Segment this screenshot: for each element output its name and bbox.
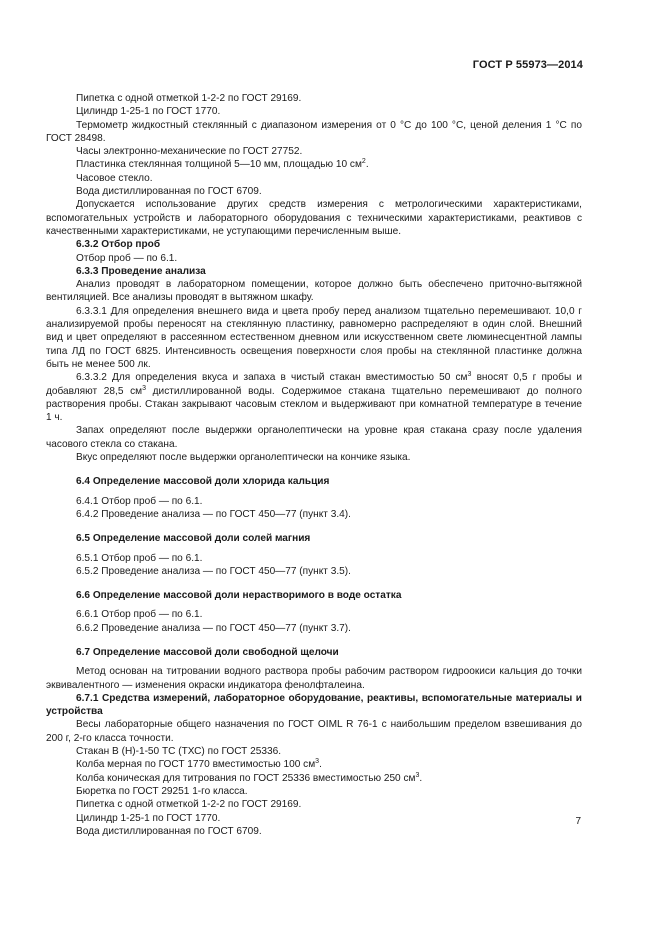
text-run: Колба коническая для титрования по ГОСТ 25336 вместимостью 250 см: [76, 772, 416, 784]
paragraph: [46, 772, 582, 785]
paragraph: [46, 158, 582, 171]
paragraph: Часовое стекло.: [76, 172, 153, 184]
superscript: 3: [415, 771, 420, 779]
paragraph: Вода дистиллированная по ГОСТ 6709.: [76, 186, 262, 198]
document-body: [46, 92, 582, 838]
superscript: 2: [361, 158, 366, 166]
text-run: .: [365, 159, 369, 171]
paragraph: 6.3.3.1 Для определения внешнего вида и цвета пробу перед анализом тщательно перемешивают. 10,0 г анализируемой пробы переносят на стеклянную пластинку, равномерно распределяют в один слой. Внешний вид и цвет определяют в рассеянном естественном дневном или искусственном свете люминесцентной лампы типа ЛД по ГОСТ 6825. Интенсивность освещения поверхности слоя пробы на стеклянной пластинке должна быть не менее 500 лк.: [46, 305, 582, 370]
paragraph: 6.4.2 Проведение анализа — по ГОСТ 450—77 (пункт 3.4).: [76, 508, 351, 520]
text-run: Колба мерная по ГОСТ 1770 вместимостью 100 см: [76, 759, 316, 771]
paragraph: Цилиндр 1-25-1 по ГОСТ 1770.: [76, 812, 221, 824]
section-heading: 6.6 Определение массовой доли нерастворимого в воде остатка: [76, 590, 402, 602]
text-run: 6.3.3.2 Для определения вкуса и запаха в чистый стакан вместимостью 50 см: [76, 372, 468, 384]
page-number: 7: [575, 816, 581, 827]
paragraph: Запах определяют после выдержки органолептически на уровне края стакана сразу после удаления часового стекла со стакана.: [46, 425, 582, 450]
superscript: 3: [467, 371, 472, 379]
text-run: дистиллированной воды. Содержимое стакана тщательно перемешивают до полного растворения пробы. Стакан закрывают часовым стеклом и выдерживают при комнатной температуре в течение 1 ч.: [46, 385, 582, 424]
paragraph: Бюретка по ГОСТ 29251 1-го класса.: [76, 785, 248, 797]
section-heading: 6.7.1 Средства измерений, лабораторное оборудование, реактивы, вспомогательные материалы и устройства: [46, 692, 582, 718]
paragraph: [46, 758, 582, 771]
superscript: 3: [315, 758, 320, 766]
paragraph: 6.4.1 Отбор проб — по 6.1.: [76, 495, 203, 507]
superscript: 3: [142, 384, 146, 392]
paragraph: Пипетка с одной отметкой 1-2-2 по ГОСТ 29169.: [76, 93, 302, 104]
paragraph: 6.5.1 Отбор проб — по 6.1.: [76, 552, 203, 564]
paragraph: Цилиндр 1-25-1 по ГОСТ 1770.: [76, 106, 221, 118]
paragraph: Вода дистиллированная по ГОСТ 6709.: [76, 825, 262, 837]
text-run: Пластинка стеклянная толщиной 5—10 мм, площадью 10 см: [76, 159, 362, 171]
section-heading: 6.3.3 Проведение анализа: [76, 265, 206, 277]
paragraph: Часы электронно-механические по ГОСТ 27752.: [76, 146, 303, 158]
paragraph: 6.5.2 Проведение анализа — по ГОСТ 450—77 (пункт 3.5).: [76, 565, 351, 577]
paragraph: Допускается использование других средств измерения с метрологическими характеристиками, вспомогательных устройств и лабораторного оборудования с техническими характеристиками, реактивов с качественными характеристиками, не уступающими перечисленным выше.: [46, 199, 582, 237]
paragraph: Термометр жидкостный стеклянный с диапазоном измерения от 0 °С до 100 °С, ценой деления 1 °С по ГОСТ 28498.: [46, 119, 582, 144]
paragraph: Весы лабораторные общего назначения по ГОСТ OIML R 76-1 с наибольшим пределом взвешивания до 200 г, 2-го класса точности.: [46, 719, 582, 744]
section-heading: 6.5 Определение массовой доли солей магния: [76, 533, 311, 545]
paragraph: Отбор проб — по 6.1.: [76, 252, 178, 264]
paragraph: Пипетка с одной отметкой 1-2-2 по ГОСТ 29169.: [76, 799, 302, 811]
section-heading: 6.4 Определение массовой доли хлорида кальция: [76, 476, 330, 488]
paragraph: Стакан В (Н)-1-50 ТС (ТХС) по ГОСТ 25336.: [76, 746, 282, 758]
section-heading: 6.3.2 Отбор проб: [76, 239, 161, 251]
text-run: .: [319, 759, 322, 771]
paragraph: Метод основан на титровании водного раствора пробы рабочим раствором гидроокиси кальция до точки эквивалентного — изменения окраски индикатора фенолфталеина.: [46, 666, 582, 691]
text-run: вносят 0,5 г пробы и добавляют 28,5 см: [46, 372, 582, 397]
paragraph: [46, 371, 582, 424]
paragraph: 6.6.1 Отбор проб — по 6.1.: [76, 609, 203, 621]
paragraph: Анализ проводят в лабораторном помещении, которое должно быть обеспечено приточно-вытяжной вентиляцией. Все анализы проводят в вытяжном шкафу.: [46, 279, 582, 304]
document-header: ГОСТ Р 55973—2014: [472, 59, 583, 71]
paragraph: Вкус определяют после выдержки органолептически на кончике языка.: [76, 452, 411, 464]
section-heading: 6.7 Определение массовой доли свободной щелочи: [76, 646, 339, 658]
text-run: .: [419, 772, 423, 784]
paragraph: 6.6.2 Проведение анализа — по ГОСТ 450—77 (пункт 3.7).: [76, 622, 351, 634]
